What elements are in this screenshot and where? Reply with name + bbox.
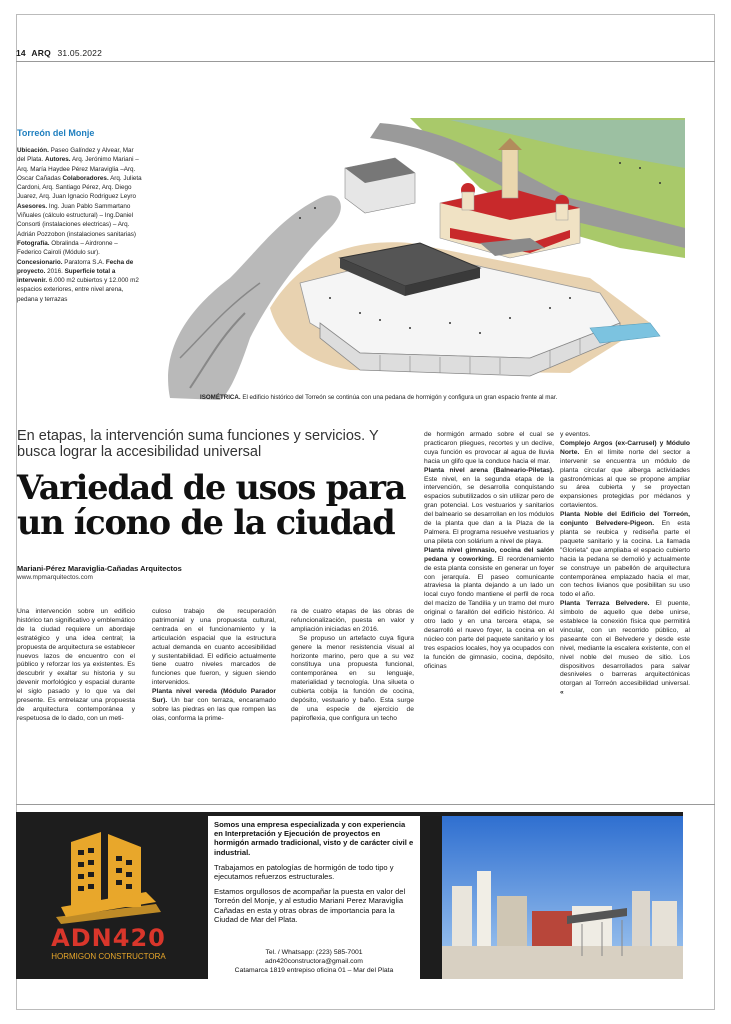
author-website: www.mpmarquitectos.com <box>17 574 93 581</box>
credit-value: 6.000 m2 cubiertos y 12.000 m2 espacios exteriores, entre nivel arena, pedana y terrazas <box>17 277 139 303</box>
article-column-1 <box>17 608 135 724</box>
ad-logo-panel <box>16 812 201 979</box>
header-rule <box>16 61 715 62</box>
ad-email: adn420constructora@gmail.com <box>265 958 363 965</box>
ad-rule <box>16 804 715 805</box>
credit-label: Fecha de proyecto. <box>17 258 134 275</box>
project-credits <box>17 128 142 304</box>
body-paragraph <box>560 511 690 600</box>
ad-tagline: HORMIGON CONSTRUCTORA <box>51 952 166 961</box>
ad-phone: Tel. / Whatsapp: (223) 585-7001 <box>265 949 363 956</box>
isometric-illustration <box>150 108 685 400</box>
credit-label: Fotografía. <box>17 239 50 247</box>
body-paragraph <box>152 688 276 724</box>
credit-label: Concesionario. <box>17 258 63 266</box>
ad-paragraph: Trabajamos en patologías de hormigón de todo tipo y ejecutamos refuerzos estructurales. <box>214 862 394 882</box>
credit-value: 2016. <box>47 267 63 275</box>
caption-text: El edificio histórico del Torreón se continúa con una pedana de hormigón y configura un gran espacio frente al mar. <box>242 394 558 401</box>
ad-photo <box>442 816 683 979</box>
body-paragraph <box>424 547 554 672</box>
subsection-heading: Planta nivel vereda (Módulo Parador Sur). <box>152 688 276 705</box>
body-text: El puente, símbolo de aquello que debe unirse, establece la conexión física que permitirá vincular, con un recorrido público, al paseante con el Belvedere y desde este nivel, mediante la escalera existente, con el nivel noble del museo de sitio. Los dispositivos desarrollados para salvar desniveles o barreras arquitectónicas otorgan al Torreón accesibilidad universal. <box>560 600 690 688</box>
subsection-heading: Planta Terraza Belvedere. <box>560 600 650 608</box>
body-text: En el límite norte del sector a intervenir se encuentra un módulo de planta circular que alberga actividades gastronómicas al que se propone ampliar su área cubierta y se proyectan expansiones protegidas por médanos y cortavientos. <box>560 448 690 510</box>
body-paragraph: Una intervención sobre un edificio histórico tan significativo y emblemático de la ciudad requiere un abordaje estratégico y una idea central; la propuesta de arquitectura se establecer nuevos lazos de encuentro con el público y reforzar los ya existentes. Es descubrir y exaltar su historia y su devenir morfológico y espacial durante el siglo pasado y lo que va del presente. Es entrelazar una propuesta de arquitectura contemporánea y respetuosa de lo dado, con un meti- <box>17 608 135 722</box>
credit-value: Arq. Julieta Cardoni, Arq. Santiago Pérez, Arq. Diego Juarez, Arq. Juan Ignacio Rodriguez Leyro <box>17 174 142 201</box>
body-paragraph: culoso trabajo de recuperación patrimonial y una propuesta cultural, centrada en el funcionamiento y la articulación espacial que la estructura actual demanda en cuanto accesibilidad y sustentabilidad. El edificio actualmente tiene cuatro niveles marcados de funciones que fueron, y siguen siendo intervenidos. <box>152 608 276 687</box>
credit-value: Paseo Galíndez y Alvear, Mar del Plata. <box>17 147 134 164</box>
credit-label: Autores. <box>45 156 71 164</box>
body-text: En esta planta se reubica y rediseña parte el paquete sanitario y la cocina. La llamada "Glorieta" que ampliaba el espacio cubierto hacia la pedana se demolió y actualmente se construye un pabellón de arquitectura contemporánea emplazado hacia el mar, con techos livianos que posibilitan su uso todo el año. <box>560 520 690 599</box>
article-column-2 <box>152 608 276 724</box>
page-header <box>16 48 102 58</box>
ad-text-panel <box>208 816 420 979</box>
body-text: Un bar con terraza, encaramado sobre las piedras en las que rompen las olas, conforma la prime- <box>152 697 276 722</box>
credit-label: Asesores. <box>17 202 48 210</box>
subsection-heading: Planta Noble del Edificio del Torreón, conjunto Belvedere-Pigeon. <box>560 511 690 528</box>
body-paragraph <box>560 440 690 511</box>
subsection-heading: Complejo Argos (ex-Carrusel) y Módulo Norte. <box>560 439 690 456</box>
ad-paragraph: Somos una empresa especializada y con experiencia en Interpretación y Ejecución de proyectos en hormigón armado tradicional, visto y de carácter civil e industrial. <box>214 820 414 857</box>
credit-value: Ing. Juan Pablo Sammartano Viñuales (cálculo estructural) – Ing.Daniel Consorti (instalaciones electricas) – Arq. Adrián Pozzobon (instalaciones sanitarias) <box>17 202 137 238</box>
body-text: Este nivel, en la segunda etapa de la intervención, se desarrolla conquistando espacios subutilizados o sin utilizar pero de gran potencial. Los vestuarios y sanitarios del balneario se desarrollan en los módulos de la planta que dan a la Plaza de la Palmera. El programa resuelve vestuarios y una pileta con solárium a nivel de playa. <box>424 475 554 545</box>
credit-value: Obralinda – Airdronne – Federico Cairoli (Módulo sur). <box>17 239 118 257</box>
ad-paragraph: Estamos orgullosos de acompañar la puesta en valor del Torreón del Monje, y al estudio Mariani Perez Maraviglia Cañadas en esta y otras obras de importancia para la Ciudad de Mar del Plata. <box>214 887 406 924</box>
article-column-5 <box>560 431 690 698</box>
body-paragraph: ra de cuatro etapas de las obras de refuncionalización, puesta en valor y ampliación iniciadas en 2016. <box>291 608 414 633</box>
body-paragraph <box>424 467 554 547</box>
advertisement <box>16 812 683 979</box>
credits-text <box>17 146 142 304</box>
credit-label: Ubicación. <box>17 147 49 154</box>
ad-address: Catamarca 1819 entrepiso oficina 01 – Mar del Plata <box>234 967 394 974</box>
body-paragraph: y eventos. <box>560 431 591 438</box>
section-name: ARQ <box>31 48 51 58</box>
subsection-heading: Planta nivel arena (Balneario-Piletas). <box>424 466 554 474</box>
credit-label: Colaboradores. <box>62 174 109 182</box>
body-paragraph: de hormigón armado sobre el cual se practicaron pliegues, recortes y un declive, cuya función es provocar al agua de lluvia hacia un glifo que la conduce hacia el mar. <box>424 431 554 465</box>
credit-label: Superficie total a intervenir. <box>17 267 116 285</box>
body-paragraph: Se propuso un artefacto cuya figura genere la menor resistencia visual al horizonte marino, pero que a su vez constituya una propuesta funcional, contemporánea en su lenguaje, materialidad y tecnología. Una silueta o cubierta cobija la función de cocina, depósito, vestuario y baño. Esta surge de una especie de ejercicio de papiroflexia, que configura un techo <box>291 634 414 722</box>
article-subhead: En etapas, la intervención suma funciones y servicios. Y busca lograr la accesibilidad universal <box>17 428 379 460</box>
credit-value: Arq. Jerónimo Mariani – Arq. María Haydee Pérez Maraviglia –Arq. Oscar Cañadas <box>17 156 139 182</box>
credit-value: Paratorra S.A. <box>64 258 105 266</box>
ad-contact <box>214 948 414 975</box>
issue-date: 31.05.2022 <box>57 48 103 58</box>
subsection-heading: Planta nivel gimnasio, cocina del salón pedana y coworking. <box>424 546 554 563</box>
page-number: 14 <box>16 48 26 58</box>
ad-brand: ADN420 <box>51 924 166 952</box>
end-mark: « <box>560 689 564 697</box>
body-paragraph <box>560 600 690 698</box>
caption-label: ISOMÉTRICA. <box>200 394 241 401</box>
article-headline: Variedad de usos para un ícono de la ciudad <box>17 468 406 542</box>
article-column-4 <box>424 431 554 671</box>
body-text: El reordenamiento de esta planta consiste en generar un foyer con jerarquía. El paseo comunicante atraviesa la planta dejando a un lado un local cuyo fondo mantiene el perfil de roca del macizo de Tandilia y un tramo del muro original o farallón del edificio histórico. Al otro lado y en una tercera etapa, se desarrolló el nuevo foyer, la cocina en el núcleo con parte del paquete sanitario y los tres espacios locales, hoy ya ocupados con la función de gimnasio, cocina, depósito, oficinas <box>424 555 554 670</box>
project-title: Torreón del Monje <box>17 128 95 138</box>
article-byline: Mariani-Pérez Maraviglia-Cañadas Arquitectos <box>17 564 182 573</box>
article-column-3 <box>291 608 414 724</box>
illustration-caption <box>200 394 690 401</box>
